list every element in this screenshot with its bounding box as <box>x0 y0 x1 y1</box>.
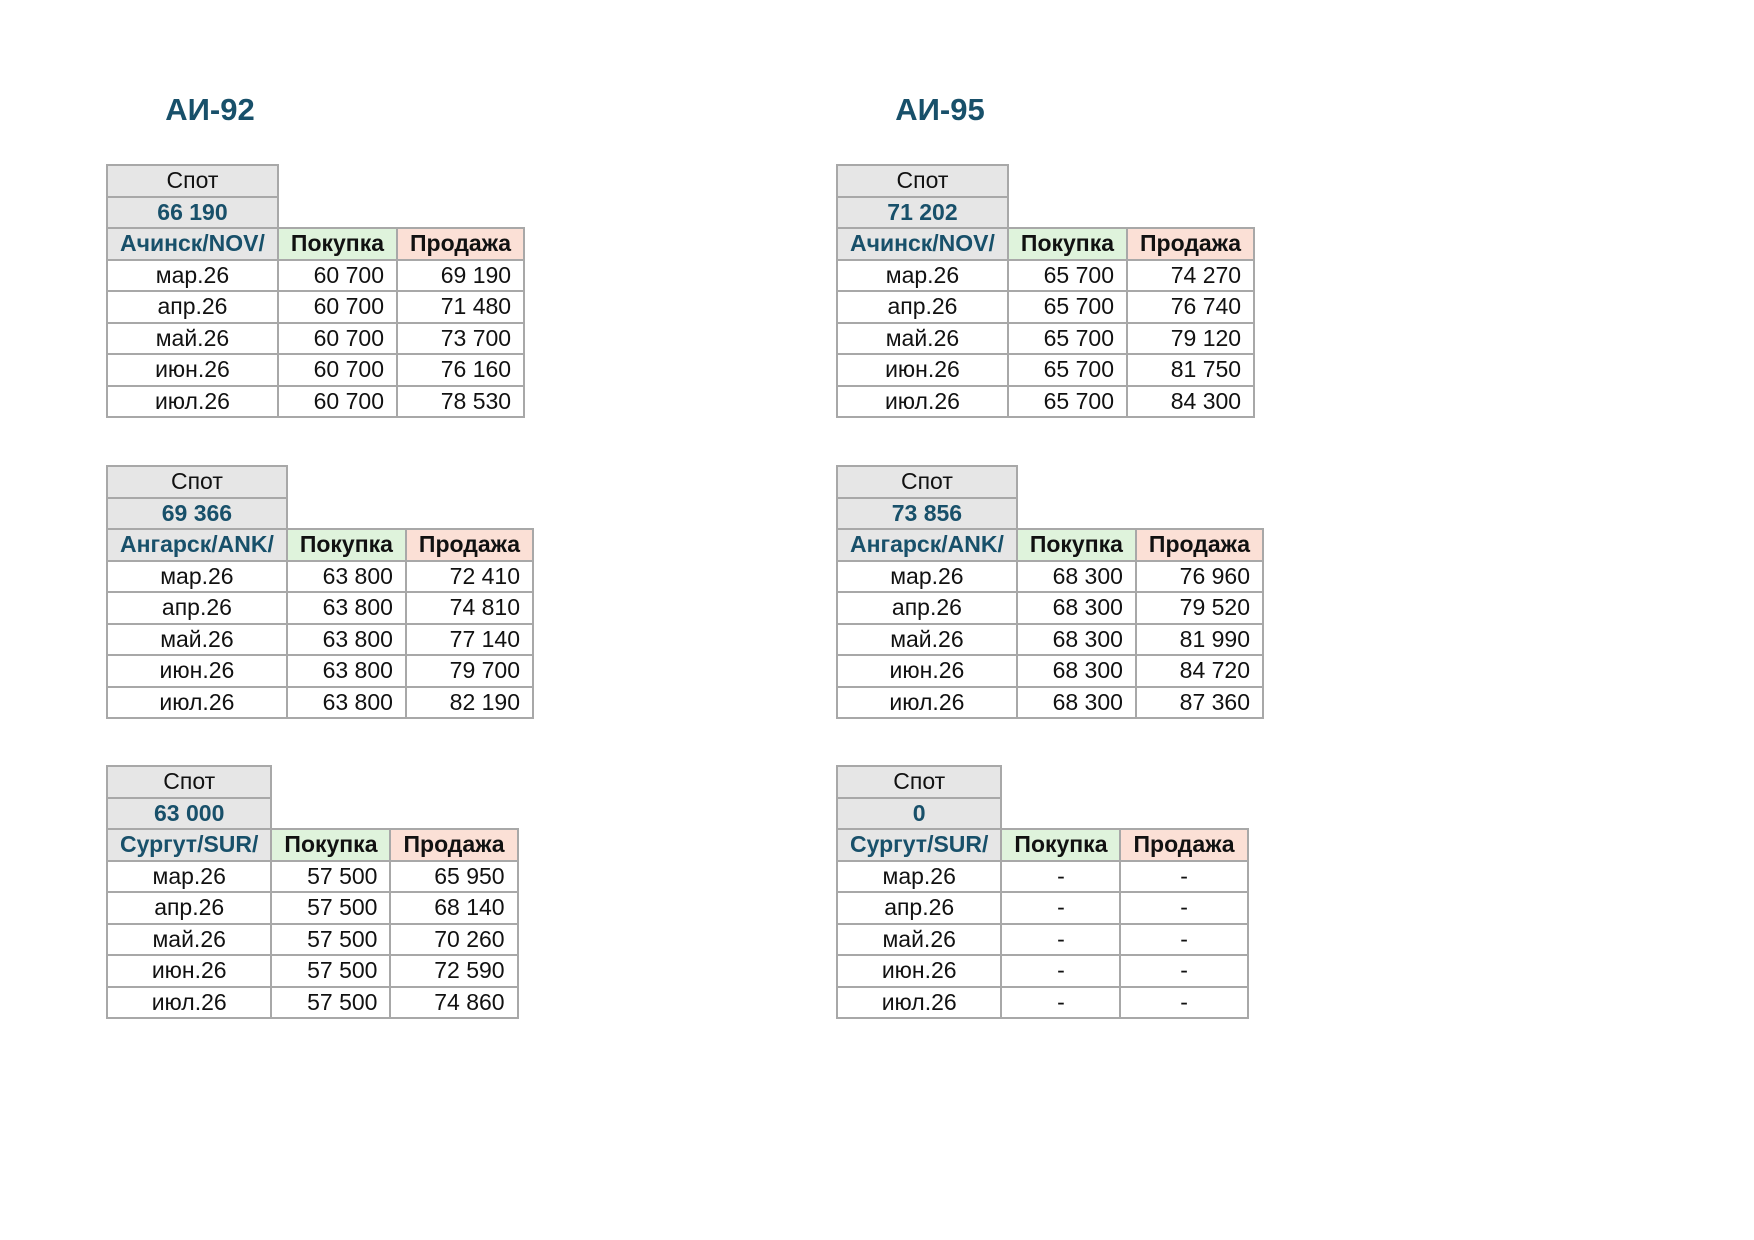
buy-price: 57 500 <box>271 861 390 893</box>
table-row <box>837 592 1263 624</box>
empty-cell <box>406 498 533 530</box>
month-cell: май.26 <box>837 924 1001 956</box>
month-cell: апр.26 <box>107 592 287 624</box>
month-cell: май.26 <box>837 323 1008 355</box>
buy-header: Покупка <box>1001 829 1120 861</box>
buy-price: 60 700 <box>278 291 397 323</box>
sell-price: 79 520 <box>1136 592 1263 624</box>
table-row <box>837 386 1254 418</box>
sell-header: Продажа <box>406 529 533 561</box>
spot-value: 66 190 <box>107 197 278 229</box>
price-table <box>106 164 525 418</box>
buy-header: Покупка <box>1017 529 1136 561</box>
sell-price: 81 750 <box>1127 354 1254 386</box>
table-row <box>107 687 533 719</box>
empty-cell <box>390 798 517 830</box>
spot-label-row <box>107 766 518 798</box>
buy-price: 65 700 <box>1008 260 1127 292</box>
sell-price: 73 700 <box>397 323 524 355</box>
price-table <box>106 465 534 719</box>
buy-price: 68 300 <box>1017 592 1136 624</box>
sell-header: Продажа <box>1120 829 1247 861</box>
table-row <box>837 924 1248 956</box>
empty-cell <box>1001 798 1120 830</box>
month-cell: июл.26 <box>837 687 1017 719</box>
month-cell: апр.26 <box>107 291 278 323</box>
table-row <box>107 354 524 386</box>
buy-price: 68 300 <box>1017 561 1136 593</box>
sell-price: 74 860 <box>390 987 517 1019</box>
empty-cell <box>1008 165 1127 197</box>
month-cell: мар.26 <box>837 260 1008 292</box>
buy-header: Покупка <box>278 228 397 260</box>
month-cell: апр.26 <box>107 892 271 924</box>
empty-cell <box>397 165 524 197</box>
buy-price: 63 800 <box>287 624 406 656</box>
month-cell: апр.26 <box>837 291 1008 323</box>
empty-cell <box>397 197 524 229</box>
price-table <box>836 465 1264 719</box>
table-row <box>107 655 533 687</box>
empty-cell <box>287 498 406 530</box>
hub-table-block <box>836 765 1249 1019</box>
buy-price: 57 500 <box>271 924 390 956</box>
header-row <box>107 829 518 861</box>
table-row <box>837 655 1263 687</box>
table-row <box>837 687 1263 719</box>
empty-cell <box>1001 766 1120 798</box>
sell-price: 74 270 <box>1127 260 1254 292</box>
spot-label-row <box>107 466 533 498</box>
month-cell: апр.26 <box>837 892 1001 924</box>
sell-price: 84 300 <box>1127 386 1254 418</box>
empty-cell <box>271 798 390 830</box>
buy-price: 65 700 <box>1008 291 1127 323</box>
spot-value-row <box>107 197 524 229</box>
buy-price: 63 800 <box>287 687 406 719</box>
table-row <box>107 386 524 418</box>
sell-price: 71 480 <box>397 291 524 323</box>
empty-cell <box>406 466 533 498</box>
hub-name: Ангарск/ANK/ <box>837 529 1017 561</box>
spot-label: Спот <box>837 766 1001 798</box>
spot-label-row <box>107 165 524 197</box>
hub-table-block <box>836 164 1255 418</box>
month-cell: мар.26 <box>107 561 287 593</box>
buy-price: 65 700 <box>1008 386 1127 418</box>
spot-value-row <box>107 498 533 530</box>
table-row <box>837 987 1248 1019</box>
header-row <box>837 829 1248 861</box>
spot-label-row <box>837 466 1263 498</box>
sell-price: 68 140 <box>390 892 517 924</box>
table-row <box>107 592 533 624</box>
hub-name: Сургут/SUR/ <box>107 829 271 861</box>
spot-value: 73 856 <box>837 498 1017 530</box>
buy-header: Покупка <box>271 829 390 861</box>
empty-cell <box>271 766 390 798</box>
header-row <box>107 529 533 561</box>
spot-label: Спот <box>837 466 1017 498</box>
buy-price: - <box>1001 987 1120 1019</box>
month-cell: май.26 <box>107 624 287 656</box>
buy-price: - <box>1001 924 1120 956</box>
table-row <box>837 323 1254 355</box>
hub-table-block <box>106 765 519 1019</box>
header-row <box>837 228 1254 260</box>
month-cell: июн.26 <box>837 955 1001 987</box>
empty-cell <box>1017 498 1136 530</box>
spot-value-row <box>107 798 518 830</box>
hub-name: Ачинск/NOV/ <box>837 228 1008 260</box>
table-row <box>107 892 518 924</box>
spot-value-row <box>837 798 1248 830</box>
month-cell: май.26 <box>837 624 1017 656</box>
sell-header: Продажа <box>1136 529 1263 561</box>
spot-value: 63 000 <box>107 798 271 830</box>
empty-cell <box>1127 197 1254 229</box>
spot-value: 69 366 <box>107 498 287 530</box>
table-row <box>837 892 1248 924</box>
table-row <box>107 861 518 893</box>
table-row <box>107 924 518 956</box>
sell-price: 79 700 <box>406 655 533 687</box>
empty-cell <box>1017 466 1136 498</box>
sell-price: 65 950 <box>390 861 517 893</box>
spot-value: 71 202 <box>837 197 1008 229</box>
buy-price: 65 700 <box>1008 354 1127 386</box>
sell-price: 72 410 <box>406 561 533 593</box>
empty-cell <box>390 766 517 798</box>
buy-header: Покупка <box>287 529 406 561</box>
month-cell: мар.26 <box>107 260 278 292</box>
table-row <box>837 624 1263 656</box>
sell-price: 79 120 <box>1127 323 1254 355</box>
month-cell: июн.26 <box>837 655 1017 687</box>
sell-price: 76 740 <box>1127 291 1254 323</box>
table-row <box>107 291 524 323</box>
buy-price: 57 500 <box>271 892 390 924</box>
hub-table-block <box>106 465 534 719</box>
sell-price: - <box>1120 987 1247 1019</box>
sell-price: 78 530 <box>397 386 524 418</box>
month-cell: июл.26 <box>107 987 271 1019</box>
sell-header: Продажа <box>397 228 524 260</box>
month-cell: июл.26 <box>837 987 1001 1019</box>
spot-label: Спот <box>837 165 1008 197</box>
hub-table-block <box>106 164 525 418</box>
table-row <box>107 561 533 593</box>
sell-header: Продажа <box>390 829 517 861</box>
month-cell: июл.26 <box>107 687 287 719</box>
sell-price: 69 190 <box>397 260 524 292</box>
month-cell: июн.26 <box>107 655 287 687</box>
empty-cell <box>287 466 406 498</box>
month-cell: июн.26 <box>837 354 1008 386</box>
table-row <box>107 624 533 656</box>
table-row <box>107 987 518 1019</box>
buy-price: 57 500 <box>271 955 390 987</box>
spot-label: Спот <box>107 466 287 498</box>
table-row <box>837 861 1248 893</box>
buy-price: 63 800 <box>287 592 406 624</box>
price-table <box>836 164 1255 418</box>
buy-price: - <box>1001 955 1120 987</box>
buy-price: 60 700 <box>278 260 397 292</box>
buy-price: 65 700 <box>1008 323 1127 355</box>
month-cell: июл.26 <box>107 386 278 418</box>
month-cell: мар.26 <box>837 561 1017 593</box>
table-row <box>107 323 524 355</box>
spot-label: Спот <box>107 766 271 798</box>
header-row <box>107 228 524 260</box>
sell-price: 72 590 <box>390 955 517 987</box>
hub-name: Ангарск/ANK/ <box>107 529 287 561</box>
header-row <box>837 529 1263 561</box>
buy-price: 60 700 <box>278 354 397 386</box>
table-row <box>837 291 1254 323</box>
buy-header: Покупка <box>1008 228 1127 260</box>
price-table <box>106 765 519 1019</box>
buy-price: 57 500 <box>271 987 390 1019</box>
table-row <box>837 354 1254 386</box>
month-cell: июн.26 <box>107 354 278 386</box>
buy-price: - <box>1001 861 1120 893</box>
sell-price: 76 960 <box>1136 561 1263 593</box>
sell-price: 82 190 <box>406 687 533 719</box>
empty-cell <box>1127 165 1254 197</box>
product-title: АИ-95 <box>895 92 985 127</box>
spot-value: 0 <box>837 798 1001 830</box>
buy-price: 68 300 <box>1017 687 1136 719</box>
buy-price: - <box>1001 892 1120 924</box>
hub-name: Ачинск/NOV/ <box>107 228 278 260</box>
hub-table-block <box>836 465 1264 719</box>
month-cell: июл.26 <box>837 386 1008 418</box>
buy-price: 68 300 <box>1017 624 1136 656</box>
month-cell: май.26 <box>107 323 278 355</box>
month-cell: май.26 <box>107 924 271 956</box>
empty-cell <box>1120 766 1247 798</box>
empty-cell <box>1008 197 1127 229</box>
empty-cell <box>1136 498 1263 530</box>
sell-price: 84 720 <box>1136 655 1263 687</box>
buy-price: 68 300 <box>1017 655 1136 687</box>
month-cell: мар.26 <box>837 861 1001 893</box>
sell-price: 81 990 <box>1136 624 1263 656</box>
table-row <box>107 260 524 292</box>
price-table <box>836 765 1249 1019</box>
spot-label-row <box>837 165 1254 197</box>
empty-cell <box>1120 798 1247 830</box>
month-cell: мар.26 <box>107 861 271 893</box>
empty-cell <box>278 165 397 197</box>
sell-price: - <box>1120 955 1247 987</box>
spot-label-row <box>837 766 1248 798</box>
sell-price: - <box>1120 861 1247 893</box>
month-cell: апр.26 <box>837 592 1017 624</box>
table-row <box>837 955 1248 987</box>
product-title: АИ-92 <box>165 92 255 127</box>
buy-price: 60 700 <box>278 323 397 355</box>
empty-cell <box>1136 466 1263 498</box>
spot-label: Спот <box>107 165 278 197</box>
hub-name: Сургут/SUR/ <box>837 829 1001 861</box>
month-cell: июн.26 <box>107 955 271 987</box>
table-row <box>107 955 518 987</box>
sell-price: - <box>1120 924 1247 956</box>
buy-price: 63 800 <box>287 655 406 687</box>
sell-price: 77 140 <box>406 624 533 656</box>
sell-price: 70 260 <box>390 924 517 956</box>
empty-cell <box>278 197 397 229</box>
buy-price: 60 700 <box>278 386 397 418</box>
sell-header: Продажа <box>1127 228 1254 260</box>
sell-price: - <box>1120 892 1247 924</box>
sell-price: 74 810 <box>406 592 533 624</box>
sell-price: 87 360 <box>1136 687 1263 719</box>
buy-price: 63 800 <box>287 561 406 593</box>
sell-price: 76 160 <box>397 354 524 386</box>
spot-value-row <box>837 197 1254 229</box>
spot-value-row <box>837 498 1263 530</box>
table-row <box>837 561 1263 593</box>
table-row <box>837 260 1254 292</box>
